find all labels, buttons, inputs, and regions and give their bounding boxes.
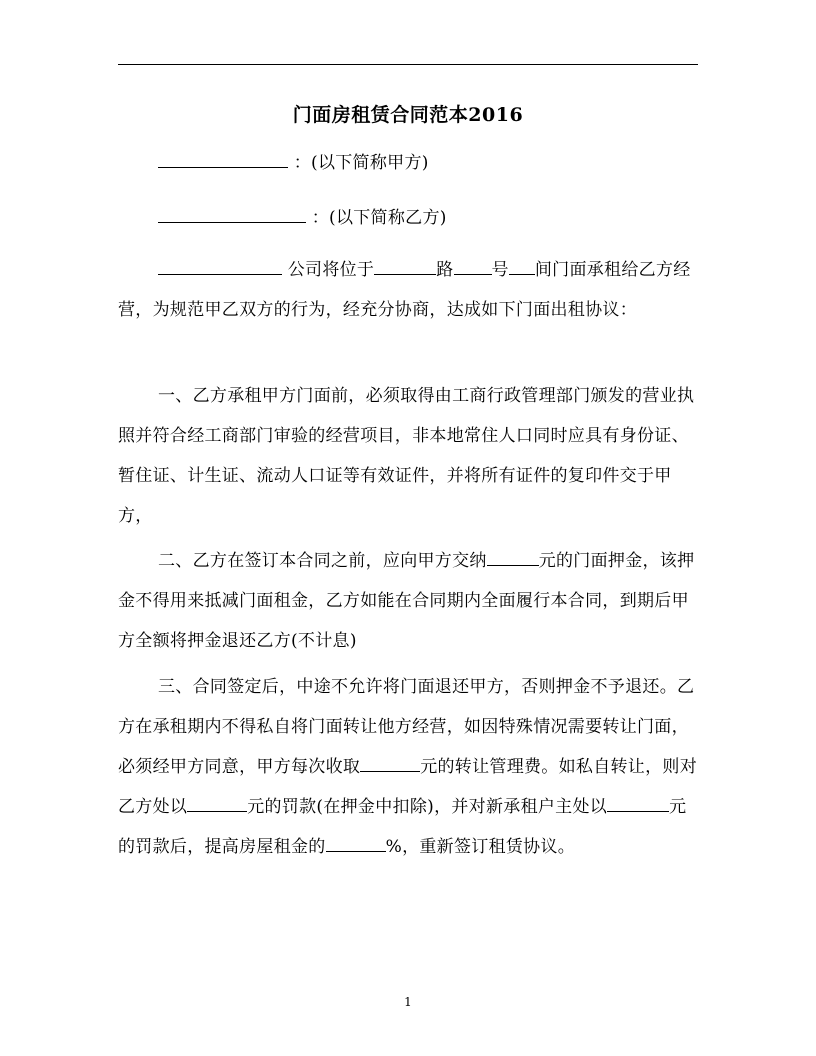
fine-a-blank[interactable] [187, 793, 247, 812]
party-b-label: ：(以下简称乙方) [311, 208, 447, 228]
deposit-amount-blank[interactable] [487, 547, 539, 566]
clause-3-paragraph [118, 667, 698, 867]
intro-text-4: 间门面承租给乙方经营，为规范甲乙双方的行为，经充分协商，达成如下门面出租协议： [118, 260, 691, 320]
intro-text-1: 公司将位于 [287, 260, 375, 280]
transfer-fee-blank[interactable] [360, 753, 420, 772]
party-a-label: ：(以下简称甲方) [293, 153, 429, 173]
rent-increase-blank[interactable] [326, 833, 386, 852]
clause-2-text-1: 二、乙方在签订本合同之前，应向甲方交纳 [158, 551, 487, 571]
location-blank[interactable] [374, 256, 436, 275]
clause-2-paragraph [118, 541, 698, 661]
shop-count-blank[interactable] [509, 256, 535, 275]
party-a-line [158, 143, 698, 183]
fine-b-blank[interactable] [607, 793, 669, 812]
party-b-blank[interactable] [158, 204, 306, 223]
clause-3-text-5: %，重新签订租赁协议。 [385, 837, 576, 857]
document-title: 门面房租赁合同范本2016 [292, 104, 524, 126]
intro-paragraph [118, 250, 698, 330]
intro-text-2: 路 [436, 260, 454, 280]
clause-1-paragraph: 一、乙方承租甲方门面前，必须取得由工商行政管理部门颁发的营业执照并符合经工商部门审验的经营项目，非本地常住人口同时应具有身份证、暂住证、计生证、流动人口证等有效证件，并将所有证件的复印件交于甲方， [118, 386, 695, 526]
header-rule [118, 64, 698, 65]
clause-3-text-4: 元的罚款后，提高房屋租金的 [118, 797, 687, 857]
clause-3-text-2: 元的转让管理费。如私自转让，则对乙方处以 [118, 757, 698, 817]
intro-text-3: 号 [491, 260, 509, 280]
party-a-blank[interactable] [158, 149, 288, 168]
clause-3-text-1: 三、合同签定后，中途不允许将门面退还甲方，否则押金不予退还。乙方在承租期内不得私自将门面转让他方经营，如因特殊情况需要转让门面，必须经甲方同意，甲方每次收取 [118, 677, 695, 777]
company-blank[interactable] [158, 256, 282, 275]
page-number: 1 [404, 995, 412, 1009]
clause-2-text-2: 元的门面押金，该押金不得用来抵减门面租金，乙方如能在合同期内全面履行本合同，到期后甲方全额将押金退还乙方(不计息) [118, 551, 695, 651]
clause-3-text-3: 元的罚款(在押金中扣除)，并对新承租户主处以 [247, 797, 608, 817]
party-b-line [158, 198, 698, 238]
road-number-blank[interactable] [454, 256, 492, 275]
